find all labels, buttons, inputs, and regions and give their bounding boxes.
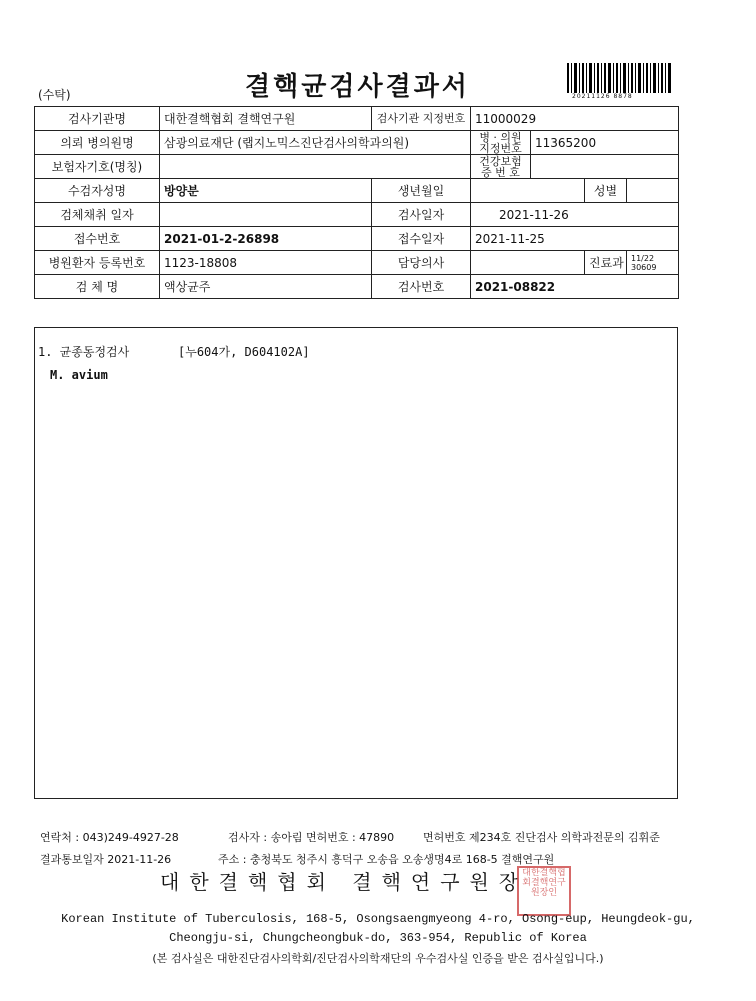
institution-no-label: 검사기관 지정번호 — [372, 107, 471, 131]
doctor-label: 담당의사 — [372, 251, 471, 275]
test-date-label: 검사일자 — [372, 203, 471, 227]
birth-value — [471, 179, 585, 203]
result-organism: M. avium — [50, 368, 108, 382]
test-no-label: 검사번호 — [372, 275, 471, 299]
result-line-1-codes: [누604가, D604102A] — [178, 345, 310, 359]
requester-label: 의뢰 병의원명 — [35, 131, 160, 155]
english-address-2: Cheongju-si, Chungcheongbuk-do, 363-954, Republic of Korea — [169, 931, 587, 945]
table-row — [35, 179, 679, 203]
receipt-label: (수탁) — [38, 88, 71, 102]
receive-date-value: 2021-11-25 — [471, 227, 679, 251]
insured-value — [160, 155, 471, 179]
dept-value-2: 30609 — [631, 262, 657, 272]
table-row — [35, 155, 679, 179]
page-title: 결핵균검사결과서 — [245, 72, 470, 102]
table-row — [35, 203, 679, 227]
table-row — [35, 227, 679, 251]
collect-date-label: 검체채취 일자 — [35, 203, 160, 227]
insured-label: 보험자기호(명칭) — [35, 155, 160, 179]
birth-label: 생년월일 — [372, 179, 471, 203]
institute-signature: 대한결핵협회 결핵연구원장 — [160, 870, 529, 894]
test-date-value: 2021-11-26 — [471, 203, 679, 227]
table-row — [35, 251, 679, 275]
institution-label: 검사기관명 — [35, 107, 160, 131]
contact-info: 연락처 : 043)249-4927-28 — [40, 831, 179, 844]
sex-label: 성별 — [585, 179, 627, 203]
table-row — [35, 275, 679, 299]
specimen-value: 액상균주 — [160, 275, 372, 299]
table-row — [35, 107, 679, 131]
patient-value: 방양분 — [160, 179, 372, 203]
info-table — [34, 106, 679, 299]
result-box — [34, 327, 678, 799]
doctor-value — [471, 251, 585, 275]
hosp-reg-value: 1123-18808 — [160, 251, 372, 275]
barcode-number: 20211126 8878 — [572, 93, 633, 100]
accession-value: 2021-01-2-26898 — [160, 227, 372, 251]
requester-value: 삼광의료재단 (랩지노믹스진단검사의학과의원) — [160, 131, 471, 155]
receive-date-label: 접수일자 — [372, 227, 471, 251]
english-address-1: Korean Institute of Tuberculosis, 168-5, Osongsaengmyeong 4-ro, Osong-eup, Heungdeok-gu, — [61, 912, 695, 926]
dept-label: 진료과 — [585, 251, 627, 275]
tester-info: 검사자 : 송아림 면허번호 : 47890 — [228, 831, 395, 844]
official-seal: 대한결핵협회결핵연구원장인 — [517, 866, 571, 916]
report-date: 결과통보일자 2021-11-26 — [40, 853, 172, 866]
test-no-value: 2021-08822 — [471, 275, 679, 299]
health-ins-label: 건강보험 증 번 호 — [471, 155, 531, 179]
clinic-no-label: 병 · 의원 지정번호 — [471, 131, 531, 155]
accession-label: 접수번호 — [35, 227, 160, 251]
dept-value — [627, 251, 679, 275]
institution-value: 대한결핵협회 결핵연구원 — [160, 107, 372, 131]
health-ins-value — [531, 155, 679, 179]
result-line-1-label: 1. 균종동정검사 — [38, 345, 130, 359]
patient-label: 수검자성명 — [35, 179, 160, 203]
specimen-label: 검 체 명 — [35, 275, 160, 299]
barcode — [567, 63, 673, 93]
sex-value — [627, 179, 679, 203]
dept-value-1: 11/22 — [631, 253, 655, 263]
certification-note: (본 검사실은 대한진단검사의학회/진단검사의학재단의 우수검사실 인증을 받은 검사실입니다.) — [152, 952, 604, 965]
clinic-no-value: 11365200 — [531, 131, 679, 155]
table-row — [35, 131, 679, 155]
specialist-info: 면허번호 제234호 진단검사 의학과전문의 김휘준 — [423, 831, 660, 844]
institution-no-value: 11000029 — [471, 107, 679, 131]
collect-date-value — [160, 203, 372, 227]
hosp-reg-label: 병원환자 등록번호 — [35, 251, 160, 275]
address: 주소 : 충청북도 청주시 흥덕구 오송읍 오송생명4로 168-5 결핵연구원 — [218, 853, 555, 866]
